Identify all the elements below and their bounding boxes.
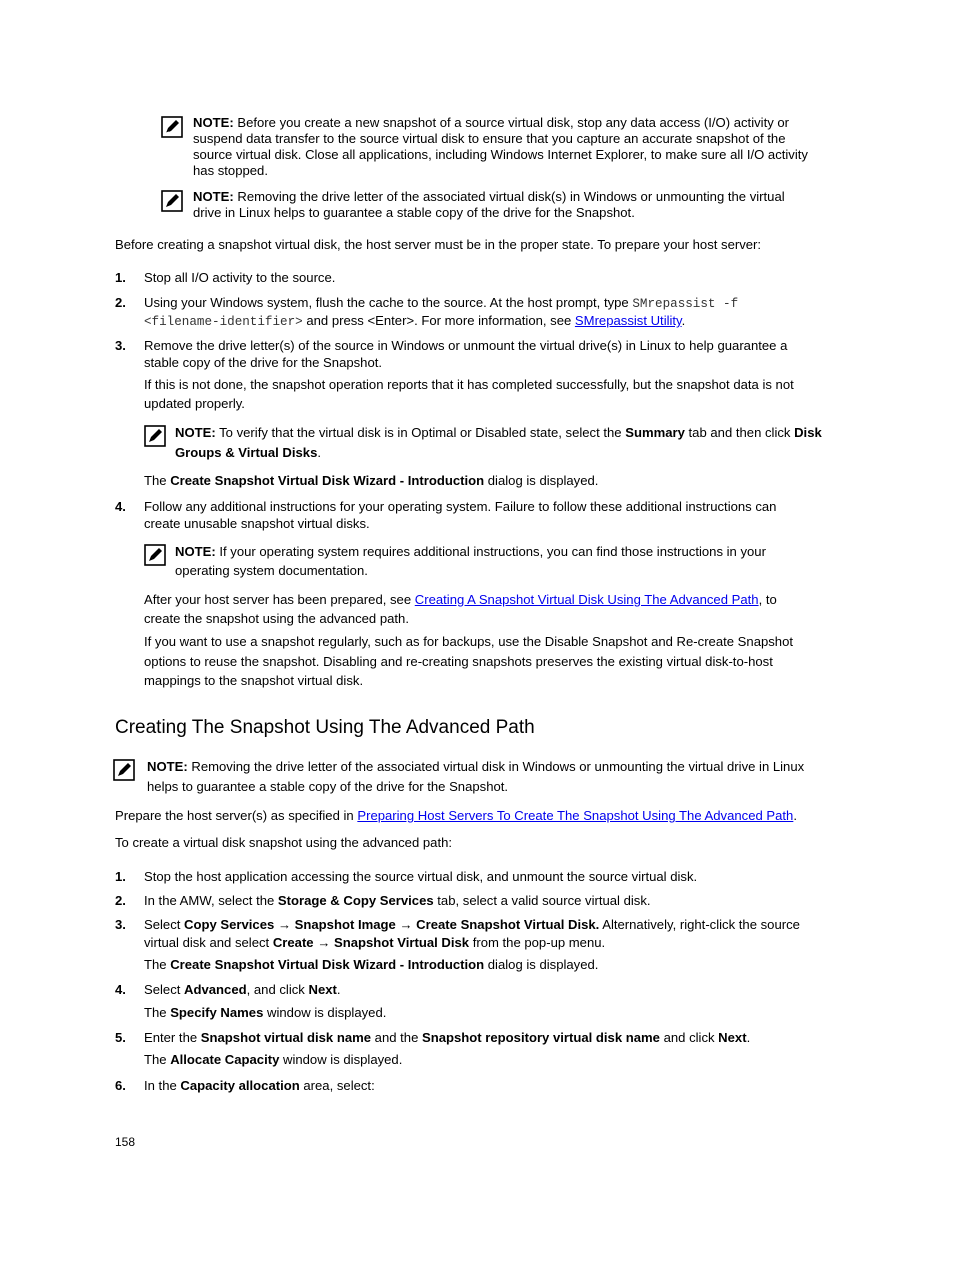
note-pencil-icon	[113, 759, 135, 781]
note-pencil-icon	[161, 190, 183, 212]
note-1-line-3: source virtual disk. Close all applications, including Windows Internet Explorer, to make sure all I/O activity	[193, 147, 808, 162]
note-1-line-2: suspend data transfer to the source virtual disk to ensure that you capture an accurate snapshot of the	[193, 131, 786, 146]
step-number: 4.	[115, 499, 126, 514]
adv-step-2-text: In the AMW, select the Storage & Copy Services tab, select a valid source virtual disk.	[144, 893, 651, 908]
step-4-note-line-1: NOTE: If your operating system requires additional instructions, you can find those instructions in your	[175, 544, 766, 559]
preparing-host-servers-link[interactable]: Preparing Host Servers To Create The Snapshot Using The Advanced Path	[357, 808, 794, 823]
adv-step-4-text: Select Advanced, and click Next.	[144, 982, 341, 997]
section-heading: Creating The Snapshot Using The Advanced Path	[115, 717, 535, 738]
note-pencil-icon	[144, 425, 166, 447]
step-3-note-line-2: Groups & Virtual Disks.	[175, 445, 322, 460]
step-number: 1.	[115, 869, 126, 884]
adv-step-3-result: The Create Snapshot Virtual Disk Wizard - Introduction dialog is displayed.	[144, 957, 599, 972]
note-pencil-icon	[144, 544, 166, 566]
step-number: 6.	[115, 1078, 126, 1093]
step-number: 5.	[115, 1030, 126, 1045]
regular-use-line-3: mappings to the snapshot virtual disk.	[144, 673, 364, 688]
step-number: 2.	[115, 893, 126, 908]
step-4-line-2: create unusable snapshot virtual disks.	[144, 516, 370, 531]
step-3-note-line-1: NOTE: To verify that the virtual disk is in Optimal or Disabled state, select the Summary tab and then click Disk	[175, 425, 822, 440]
step-3-para-line-1: If this is not done, the snapshot operation reports that it has completed successfully, but the snapshot data is not	[144, 377, 794, 392]
step-1-text: Stop all I/O activity to the source.	[144, 270, 336, 285]
note-1-line-1: NOTE: Before you create a new snapshot of a source virtual disk, stop any data access (I/O) activity or	[193, 115, 790, 130]
note-1-line-4: has stopped.	[193, 163, 268, 178]
regular-use-line-2: options to reuse the snapshot. Disabling and re-creating snapshots preserves the existing virtual disk-to-host	[144, 654, 773, 669]
smrepassist-utility-link[interactable]: SMrepassist Utility	[574, 313, 682, 328]
note-2-line-1: NOTE: Removing the drive letter of the associated virtual disk(s) in Windows or unmounting the virtual	[193, 189, 785, 204]
step-number: 3.	[115, 338, 126, 353]
after-prep-line-2: create the snapshot using the advanced path.	[144, 611, 409, 626]
page-number: 158	[115, 1135, 136, 1149]
note-pencil-icon	[161, 116, 183, 138]
step-number: 3.	[115, 917, 126, 932]
after-prep-line-1: After your host server has been prepared, see Creating A Snapshot Virtual Disk Using The Advanced Path, to	[144, 592, 777, 607]
adv-step-4-result: The Specify Names window is displayed.	[144, 1005, 387, 1020]
step-3-para-line-2: updated properly.	[144, 396, 245, 411]
step-3-line-2: stable copy of the drive for the Snapshot.	[144, 355, 383, 370]
step-4-note-line-2: operating system documentation.	[175, 563, 368, 578]
prepare-paragraph: Prepare the host server(s) as specified in Preparing Host Servers To Create The Snapshot Using The Advanced Path.	[115, 808, 797, 823]
step-3-dialog-result: The Create Snapshot Virtual Disk Wizard - Introduction dialog is displayed.	[144, 473, 599, 488]
section-note-line-2: helps to guarantee a stable copy of the drive for the Snapshot.	[147, 779, 509, 794]
note-2-line-2: drive in Linux helps to guarantee a stable copy of the drive for the Snapshot.	[193, 205, 635, 220]
step-number: 2.	[115, 295, 126, 310]
step-2-line-2: <filename-identifier> and press <Enter>. For more information, see SMrepassist Utility.	[144, 313, 686, 329]
step-2-line-1: Using your Windows system, flush the cache to the source. At the host prompt, type SMrepassist -f	[144, 295, 739, 311]
step-4-line-1: Follow any additional instructions for your operating system. Failure to follow these additional instructions can	[144, 499, 777, 514]
intro-paragraph: Before creating a snapshot virtual disk, the host server must be in the proper state. To prepare your host server:	[115, 237, 762, 252]
adv-step-3-line-1: Select Copy Services → Snapshot Image → Create Snapshot Virtual Disk. Alternatively, right-click the source	[144, 917, 800, 932]
step-number: 1.	[115, 270, 126, 285]
adv-step-5-text: Enter the Snapshot virtual disk name and the Snapshot repository virtual disk name and click Next.	[144, 1030, 751, 1045]
step-number: 4.	[115, 982, 126, 997]
adv-step-3-line-2: virtual disk and select Create → Snapshot Virtual Disk from the pop-up menu.	[144, 935, 606, 950]
adv-step-6-text: In the Capacity allocation area, select:	[144, 1078, 375, 1093]
regular-use-line-1: If you want to use a snapshot regularly, such as for backups, use the Disable Snapshot and Re-create Snapshot	[144, 634, 794, 649]
adv-step-5-result: The Allocate Capacity window is displayed.	[144, 1052, 403, 1067]
adv-step-1-text: Stop the host application accessing the source virtual disk, and unmount the source virtual disk.	[144, 869, 698, 884]
section-note-line-1: NOTE: Removing the drive letter of the associated virtual disk in Windows or unmounting the virtual drive in Linux	[147, 759, 805, 774]
to-create-paragraph: To create a virtual disk snapshot using the advanced path:	[115, 835, 453, 850]
advanced-path-link[interactable]: Creating A Snapshot Virtual Disk Using The Advanced Path	[414, 592, 759, 607]
step-3-line-1: Remove the drive letter(s) of the source in Windows or unmount the virtual drive(s) in Linux to help guarantee a	[144, 338, 788, 353]
